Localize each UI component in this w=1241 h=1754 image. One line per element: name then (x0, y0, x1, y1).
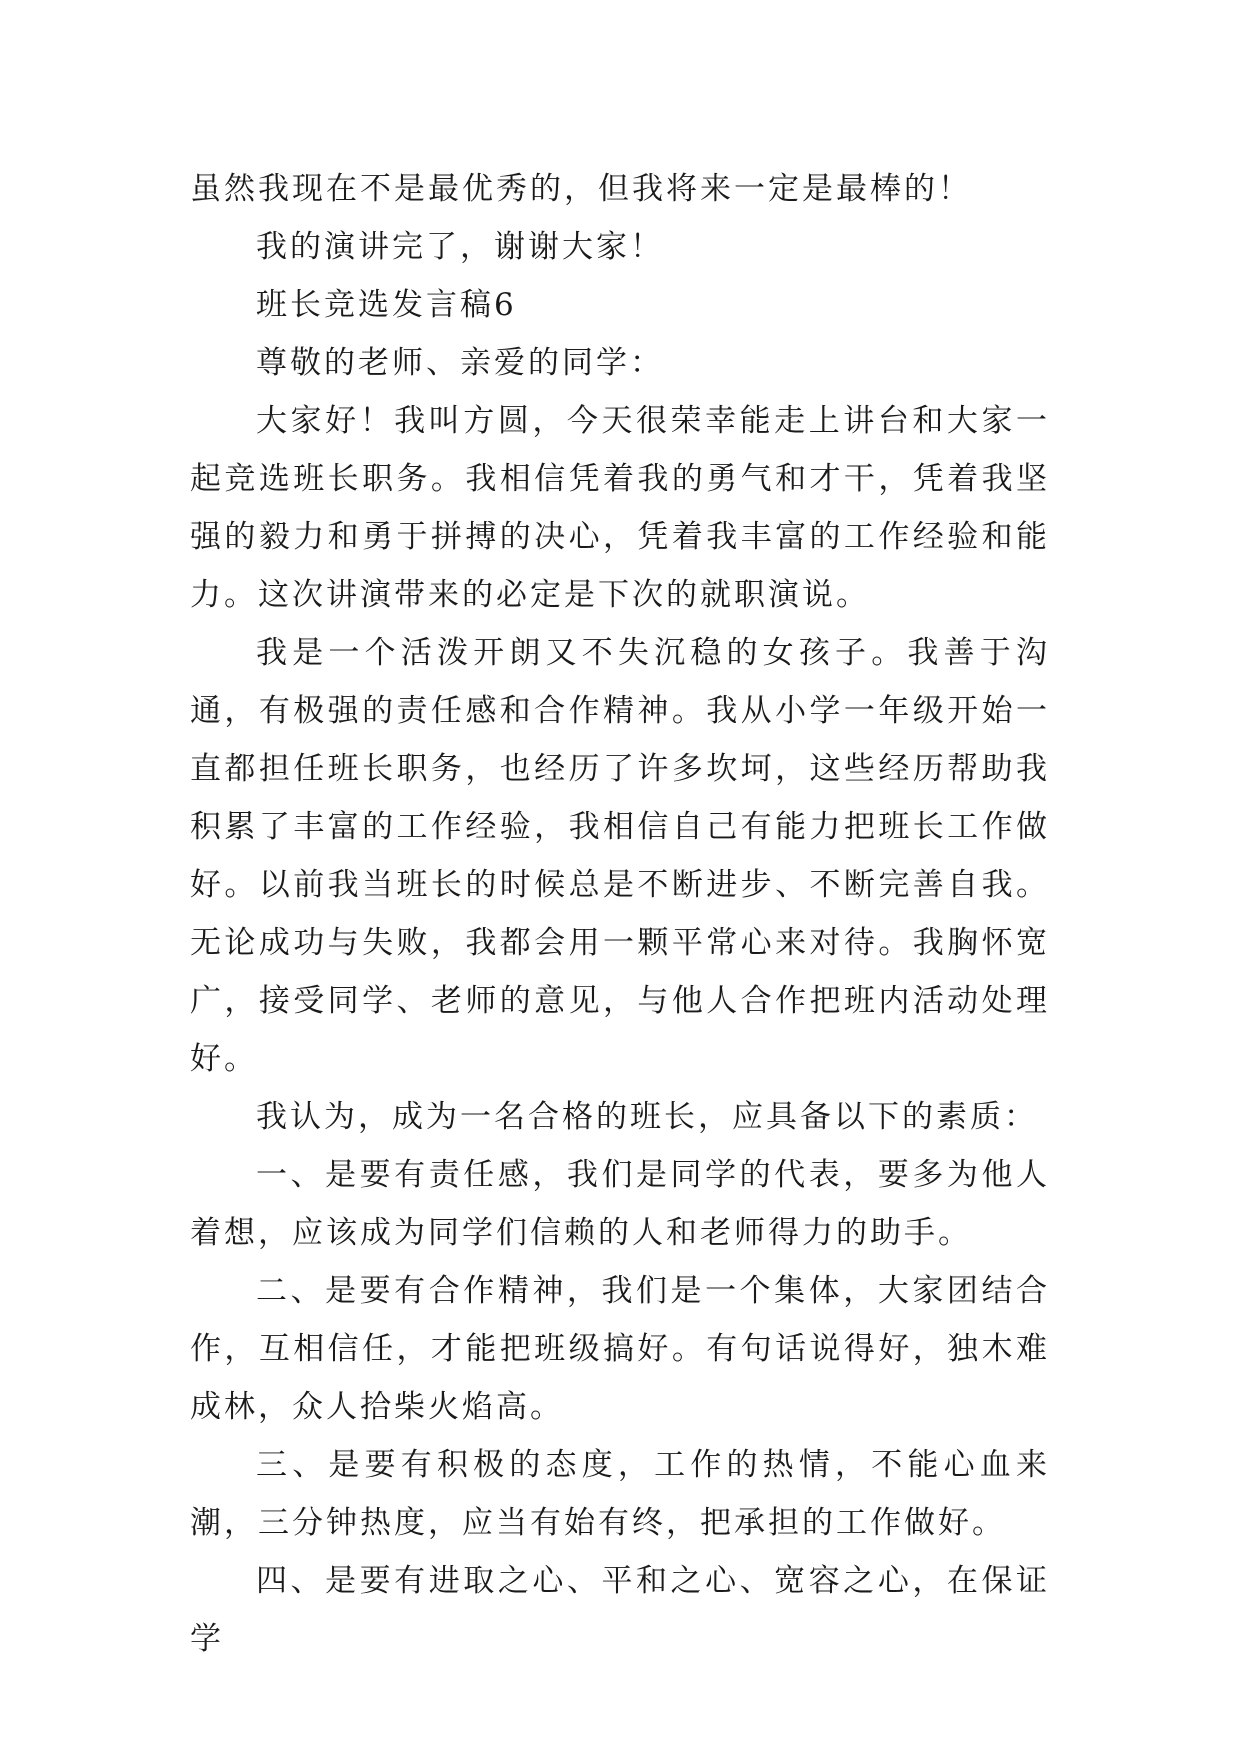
list-item: 三、是要有积极的态度，工作的热情，不能心血来潮，三分钟热度，应当有始有终，把承担的工作做好。 (190, 1447, 1050, 1541)
paragraph: 大家好！我叫方圆，今天很荣幸能走上讲台和大家一起竞选班长职务。我相信凭着我的勇气和才干，凭着我坚强的毅力和勇于拼搏的决心，凭着我丰富的工作经验和能力。这次讲演带来的必定是下次的就职演说。 (190, 403, 1050, 613)
paragraph: 我的演讲完了，谢谢大家！ (256, 229, 664, 265)
document-body (190, 160, 1050, 1668)
salutation: 尊敬的老师、亲爱的同学： (256, 345, 664, 381)
list-item: 一、是要有责任感，我们是同学的代表，要多为他人着想，应该成为同学们信赖的人和老师得力的助手。 (190, 1157, 1050, 1251)
list-item: 二、是要有合作精神，我们是一个集体，大家团结合作，互相信任，才能把班级搞好。有句话说得好，独木难成林，众人拾柴火焰高。 (190, 1273, 1050, 1425)
paragraph: 虽然我现在不是最优秀的，但我将来一定是最棒的！ (190, 171, 972, 207)
list-item: 四、是要有进取之心、平和之心、宽容之心，在保证学 (190, 1563, 1050, 1657)
paragraph: 我认为，成为一名合格的班长，应具备以下的素质： (256, 1099, 1038, 1135)
section-title: 班长竞选发言稿6 (256, 287, 517, 323)
paragraph: 我是一个活泼开朗又不失沉稳的女孩子。我善于沟通，有极强的责任感和合作精神。我从小学一年级开始一直都担任班长职务，也经历了许多坎坷，这些经历帮助我积累了丰富的工作经验，我相信自己有能力把班长工作做好。以前我当班长的时候总是不断进步、不断完善自我。无论成功与失败，我都会用一颗平常心来对待。我胸怀宽广，接受同学、老师的意见，与他人合作把班内活动处理好。 (190, 635, 1050, 1077)
